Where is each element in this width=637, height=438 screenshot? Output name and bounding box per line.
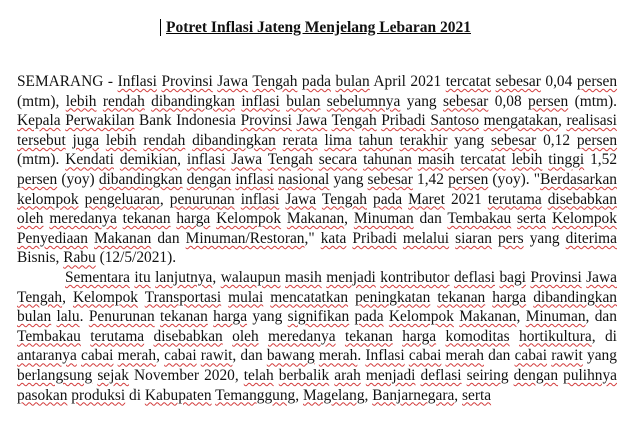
spellcheck-flagged-word[interactable]: Transportasi bbox=[144, 288, 222, 306]
spellcheck-flagged-word[interactable]: dibandingkan bbox=[533, 288, 617, 306]
spellcheck-flagged-word[interactable]: sebesar bbox=[491, 131, 537, 149]
spellcheck-flagged-word[interactable]: lebih bbox=[65, 92, 97, 110]
spellcheck-flagged-word[interactable]: bulan bbox=[17, 308, 52, 326]
spellcheck-flagged-word[interactable]: persen bbox=[448, 170, 489, 188]
spellcheck-flagged-word[interactable]: lebih bbox=[105, 131, 137, 149]
spellcheck-flagged-word[interactable]: berbalik bbox=[278, 366, 330, 384]
spellcheck-flagged-word[interactable]: Kabupaten bbox=[144, 386, 212, 404]
spellcheck-flagged-word[interactable]: demikian bbox=[119, 151, 178, 169]
spellcheck-flagged-word[interactable]: kontributor bbox=[380, 268, 450, 286]
spellcheck-flagged-word[interactable]: Minuman/Restoran bbox=[185, 229, 305, 247]
spellcheck-flagged-word[interactable]: Pribadi bbox=[352, 229, 397, 247]
spellcheck-flagged-word[interactable]: rawit bbox=[551, 347, 583, 365]
spellcheck-flagged-word[interactable]: inflasi bbox=[186, 151, 226, 169]
spellcheck-flagged-word[interactable]: Makanan bbox=[94, 229, 152, 247]
spellcheck-flagged-word[interactable]: serta bbox=[517, 210, 547, 228]
spellcheck-flagged-word[interactable]: harga bbox=[492, 288, 527, 306]
spellcheck-flagged-word[interactable]: pada bbox=[373, 190, 403, 208]
spellcheck-flagged-word[interactable]: meredanya bbox=[49, 210, 117, 228]
spellcheck-flagged-word[interactable]: bagi bbox=[499, 268, 526, 286]
spellcheck-flagged-word[interactable]: sebesar bbox=[495, 73, 541, 90]
spellcheck-flagged-word[interactable]: kata bbox=[320, 229, 347, 247]
spellcheck-flagged-word[interactable]: pasokan bbox=[17, 386, 68, 404]
spellcheck-flagged-word[interactable]: Provinsi bbox=[530, 268, 582, 286]
spellcheck-flagged-word[interactable]: Maret bbox=[408, 190, 445, 208]
spellcheck-flagged-word[interactable]: terutama bbox=[90, 327, 145, 345]
spellcheck-flagged-word[interactable]: siaran bbox=[455, 229, 492, 247]
spellcheck-flagged-word[interactable]: dibandingkan bbox=[192, 131, 276, 149]
spellcheck-flagged-word[interactable]: lima bbox=[324, 131, 352, 149]
spellcheck-flagged-word[interactable]: Santoso bbox=[430, 112, 480, 130]
paragraph-2[interactable]: Sementara itu lanjutnya, walaupun masih menjadi kontributor deflasi bagi Provinsi Jawa Tengah, Kelompok Transportasi mulai mencatatkan peningkatan tekanan harga dibandingkan bulan lalu. Penurunan tekanan harga yang signifikan pada Kelompok Makanan, Minuman, dan Tembakau terutama disebabkan oleh meredanya tekanan harga komoditas hortikultura, di antaranya cabai merah, cabai rawit, dan bawang merah. Inflasi cabai merah dan cabai rawit yang berlangsung sejak November 2020, telah berbalik arah menjadi deflasi seiring dengan pulihnya pasokan produksi di Kabupaten Temanggung, Magelang, Banjarnegara, serta bbox=[17, 268, 617, 404]
spellcheck-flagged-word[interactable]: lanjutnya bbox=[155, 268, 213, 286]
spellcheck-flagged-word[interactable]: pers bbox=[497, 229, 524, 247]
spellcheck-flagged-word[interactable]: tinggi bbox=[548, 151, 585, 169]
spellcheck-flagged-word[interactable]: dibandingkan bbox=[98, 170, 183, 188]
spellcheck-flagged-word[interactable]: Kelompok bbox=[388, 308, 454, 326]
spellcheck-flagged-word[interactable]: kelompok bbox=[17, 190, 79, 208]
spellcheck-flagged-word[interactable]: serta bbox=[462, 386, 492, 404]
spellcheck-flagged-word[interactable]: itu bbox=[134, 268, 151, 286]
spellcheck-flagged-word[interactable]: mencatatkan bbox=[270, 288, 349, 306]
spellcheck-flagged-word[interactable]: masih bbox=[285, 268, 322, 286]
spellcheck-flagged-word[interactable]: inflasi bbox=[240, 190, 280, 208]
spellcheck-flagged-word[interactable]: melalui bbox=[402, 229, 450, 247]
spellcheck-flagged-word[interactable]: Magelang bbox=[302, 386, 365, 404]
spellcheck-flagged-word[interactable]: mulai bbox=[228, 288, 264, 306]
spellcheck-flagged-word[interactable]: Jawa bbox=[586, 268, 617, 286]
spellcheck-flagged-word[interactable]: juga bbox=[72, 131, 100, 149]
spellcheck-flagged-word[interactable]: realisasi bbox=[566, 112, 617, 130]
spellcheck-flagged-word[interactable]: inflasi bbox=[235, 170, 274, 188]
spellcheck-flagged-word[interactable]: harga bbox=[213, 308, 248, 326]
spellcheck-flagged-word[interactable]: Berdasarkan bbox=[540, 170, 617, 188]
spellcheck-flagged-word[interactable]: inflasi bbox=[241, 92, 280, 110]
spellcheck-flagged-word[interactable]: Pribadi bbox=[381, 112, 426, 130]
document-title[interactable] bbox=[0, 18, 637, 38]
spellcheck-flagged-word[interactable]: rerata bbox=[282, 131, 318, 149]
spellcheck-flagged-word[interactable]: tekanan bbox=[159, 308, 208, 326]
spellcheck-flagged-word[interactable]: tercatat bbox=[460, 151, 506, 169]
spellcheck-flagged-word[interactable]: produksi bbox=[71, 386, 126, 404]
spellcheck-flagged-word[interactable]: tahun bbox=[358, 131, 393, 149]
spellcheck-flagged-word[interactable]: deflasi bbox=[420, 366, 462, 384]
spellcheck-flagged-word[interactable]: komoditas bbox=[445, 327, 510, 345]
spellcheck-flagged-word[interactable]: Penyediaan bbox=[17, 229, 88, 247]
spellcheck-flagged-word[interactable]: cabai bbox=[408, 347, 442, 365]
spellcheck-flagged-word[interactable]: cabai bbox=[514, 347, 548, 365]
spellcheck-flagged-word[interactable]: rendah bbox=[102, 92, 145, 110]
spellcheck-flagged-word[interactable]: persen bbox=[576, 131, 618, 149]
spellcheck-flagged-word[interactable]: cabai bbox=[80, 347, 114, 365]
spellcheck-flagged-word[interactable]: Jawa bbox=[285, 190, 317, 208]
spellcheck-flagged-word[interactable]: harga bbox=[402, 327, 437, 345]
spellcheck-flagged-word[interactable]: Provinsi bbox=[240, 112, 292, 130]
spellcheck-flagged-word[interactable]: Kepala bbox=[17, 112, 61, 130]
spellcheck-flagged-word[interactable]: bulan bbox=[335, 73, 370, 90]
spellcheck-flagged-word[interactable]: Sementara bbox=[65, 268, 130, 286]
spellcheck-flagged-word[interactable]: merah bbox=[445, 347, 484, 365]
spellcheck-flagged-word[interactable]: lalu bbox=[56, 308, 80, 326]
spellcheck-flagged-word[interactable]: Minuman bbox=[525, 308, 586, 326]
spellcheck-flagged-word[interactable]: Kelompok bbox=[551, 210, 617, 228]
spellcheck-flagged-word[interactable]: Makanan bbox=[459, 308, 517, 326]
spellcheck-flagged-word[interactable]: terakhir bbox=[399, 131, 448, 149]
spellcheck-flagged-word[interactable]: bulan bbox=[286, 92, 321, 110]
spellcheck-flagged-word[interactable]: penurunan bbox=[169, 190, 235, 208]
spellcheck-flagged-word[interactable]: deflasi bbox=[453, 268, 495, 286]
paragraph-1[interactable]: SEMARANG - Inflasi Provinsi Jawa Tengah pada bulan April 2021 tercatat sebesar 0,04 persen (mtm), lebih rendah dibandingkan inflasi bulan sebelumnya yang sebesar 0,08 persen (mtm). Kepala Perwakilan Bank Indonesia Provinsi Jawa Tengah Pribadi Santoso mengatakan, realisasi tersebut juga lebih rendah dibandingkan rerata lima tahun terakhir yang sebesar 0,12 persen (mtm). Kendati demikian, inflasi Jawa Tengah secara tahunan masih tercatat lebih tinggi 1,52 persen (yoy) dibandingkan dengan inflasi nasional yang sebesar 1,42 persen (yoy). "Berdasarkan kelompok pengeluaran, penurunan inflasi Jawa Tengah pada Maret 2021 terutama disebabkan oleh meredanya tekanan harga Kelompok Makanan, Minuman dan Tembakau serta Kelompok Penyediaan Makanan dan Minuman/Restoran," kata Pribadi melalui siaran pers yang diterima Bisnis, Rabu (12/5/2021). bbox=[17, 73, 618, 267]
spellcheck-flagged-word[interactable]: sebelumnya bbox=[326, 92, 401, 110]
spellcheck-flagged-word[interactable]: persen bbox=[576, 73, 618, 90]
spellcheck-flagged-word[interactable]: secara bbox=[318, 151, 358, 169]
spellcheck-flagged-word[interactable]: Tembakau bbox=[17, 327, 81, 345]
spellcheck-flagged-word[interactable]: Tengah bbox=[267, 151, 313, 169]
spellcheck-flagged-word[interactable]: Temanggung bbox=[215, 386, 296, 404]
spellcheck-flagged-word[interactable]: walaupun bbox=[220, 268, 281, 286]
spellcheck-flagged-word[interactable]: Jawa bbox=[231, 151, 263, 169]
spellcheck-flagged-word[interactable]: lebih bbox=[511, 151, 543, 169]
spellcheck-flagged-word[interactable]: Tengah bbox=[17, 288, 63, 306]
spellcheck-flagged-word[interactable]: pada bbox=[354, 308, 384, 326]
spellcheck-flagged-word[interactable]: rendah bbox=[143, 131, 186, 149]
spellcheck-flagged-word[interactable]: sejak bbox=[97, 366, 129, 384]
spellcheck-flagged-word[interactable]: arah bbox=[334, 366, 361, 384]
spellcheck-flagged-word[interactable]: harga bbox=[176, 210, 211, 228]
spellcheck-flagged-word[interactable]: rawit bbox=[200, 347, 233, 365]
spellcheck-flagged-word[interactable]: sebesar bbox=[443, 92, 489, 110]
spellcheck-flagged-word[interactable]: Tengah bbox=[321, 190, 367, 208]
spellcheck-flagged-word[interactable]: tekanan bbox=[344, 327, 393, 345]
spellcheck-flagged-word[interactable]: Kendati bbox=[65, 151, 114, 169]
spellcheck-flagged-word[interactable]: Perwakilan bbox=[65, 112, 135, 130]
spellcheck-flagged-word[interactable]: nasional bbox=[278, 170, 330, 188]
spellcheck-flagged-word[interactable]: Penurunan bbox=[88, 308, 155, 326]
spellcheck-flagged-word[interactable]: pulihnya bbox=[563, 366, 617, 384]
spellcheck-flagged-word[interactable]: meredanya bbox=[268, 327, 336, 345]
spellcheck-flagged-word[interactable]: disebabkan bbox=[547, 190, 617, 208]
spellcheck-flagged-word[interactable]: pengeluaran bbox=[84, 190, 160, 208]
spellcheck-flagged-word[interactable]: sebesar bbox=[367, 170, 413, 188]
spellcheck-flagged-word[interactable]: Tengah bbox=[331, 112, 377, 130]
spellcheck-flagged-word[interactable]: tercatat bbox=[445, 73, 492, 90]
spellcheck-flagged-word[interactable]: signifikan bbox=[287, 308, 350, 326]
spellcheck-flagged-word[interactable]: telah bbox=[243, 366, 274, 384]
spellcheck-flagged-word[interactable]: berlangsung bbox=[17, 366, 93, 384]
spellcheck-flagged-word[interactable]: oleh bbox=[232, 327, 259, 345]
spellcheck-flagged-word[interactable]: persen bbox=[17, 170, 58, 188]
spellcheck-flagged-word[interactable]: antaranya bbox=[17, 347, 77, 365]
spellcheck-flagged-word[interactable]: dengan bbox=[186, 170, 232, 188]
document-title-text[interactable]: Potret Inflasi Jateng Menjelang Lebaran 2021 bbox=[166, 19, 471, 36]
spellcheck-flagged-word[interactable]: menjadi bbox=[365, 366, 416, 384]
spellcheck-flagged-word[interactable]: Jawa bbox=[296, 112, 328, 130]
spellcheck-flagged-word[interactable]: Kelompok bbox=[216, 210, 282, 228]
spellcheck-flagged-word[interactable]: hortikultura bbox=[519, 327, 592, 345]
spellcheck-flagged-word[interactable]: Tembakau bbox=[447, 210, 512, 228]
spellcheck-flagged-word[interactable]: disebabkan bbox=[153, 327, 223, 345]
spellcheck-flagged-word[interactable]: pada bbox=[301, 73, 331, 90]
spellcheck-flagged-word[interactable]: dibandingkan bbox=[151, 92, 235, 110]
spellcheck-flagged-word[interactable]: tahunan bbox=[363, 151, 412, 169]
spellcheck-flagged-word[interactable]: Rabu bbox=[63, 249, 96, 267]
spellcheck-flagged-word[interactable]: Inflasi bbox=[365, 347, 405, 365]
spellcheck-flagged-word[interactable]: Tengah bbox=[252, 73, 298, 90]
spellcheck-flagged-word[interactable]: tekanan bbox=[122, 210, 171, 228]
spellcheck-flagged-word[interactable]: tersebut bbox=[17, 131, 66, 149]
spellcheck-flagged-word[interactable]: bawang bbox=[266, 347, 315, 365]
spellcheck-flagged-word[interactable]: peningkatan bbox=[355, 288, 431, 306]
spellcheck-flagged-word[interactable]: Minuman bbox=[353, 210, 414, 228]
spellcheck-flagged-word[interactable]: Banjarnegara bbox=[372, 386, 455, 404]
spellcheck-flagged-word[interactable]: diterima bbox=[565, 229, 617, 247]
spellcheck-flagged-word[interactable]: tekanan bbox=[437, 288, 486, 306]
spellcheck-flagged-word[interactable]: Makanan bbox=[286, 210, 345, 228]
spellcheck-flagged-word[interactable]: masih bbox=[417, 151, 455, 169]
spellcheck-flagged-word[interactable]: dengan bbox=[513, 366, 559, 384]
spellcheck-flagged-word[interactable]: cabai bbox=[164, 347, 197, 365]
spellcheck-flagged-word[interactable]: persen bbox=[528, 92, 569, 110]
spellcheck-flagged-word[interactable]: terutama bbox=[487, 190, 542, 208]
spellcheck-flagged-word[interactable]: seiring bbox=[466, 366, 509, 384]
spellcheck-flagged-word[interactable]: mengatakan bbox=[483, 112, 559, 130]
spellcheck-flagged-word[interactable]: merah bbox=[318, 347, 358, 365]
spellcheck-flagged-word[interactable]: Provinsi bbox=[161, 73, 213, 90]
spellcheck-flagged-word[interactable]: oleh bbox=[17, 210, 44, 228]
spellcheck-flagged-word[interactable]: Inflasi bbox=[117, 73, 157, 90]
spellcheck-flagged-word[interactable]: merah bbox=[117, 347, 157, 365]
spellcheck-flagged-word[interactable]: menjadi bbox=[326, 268, 376, 286]
document-body[interactable] bbox=[17, 72, 617, 405]
spellcheck-flagged-word[interactable]: Kelompok bbox=[72, 288, 138, 306]
spellcheck-flagged-word[interactable]: Jawa bbox=[217, 73, 249, 90]
